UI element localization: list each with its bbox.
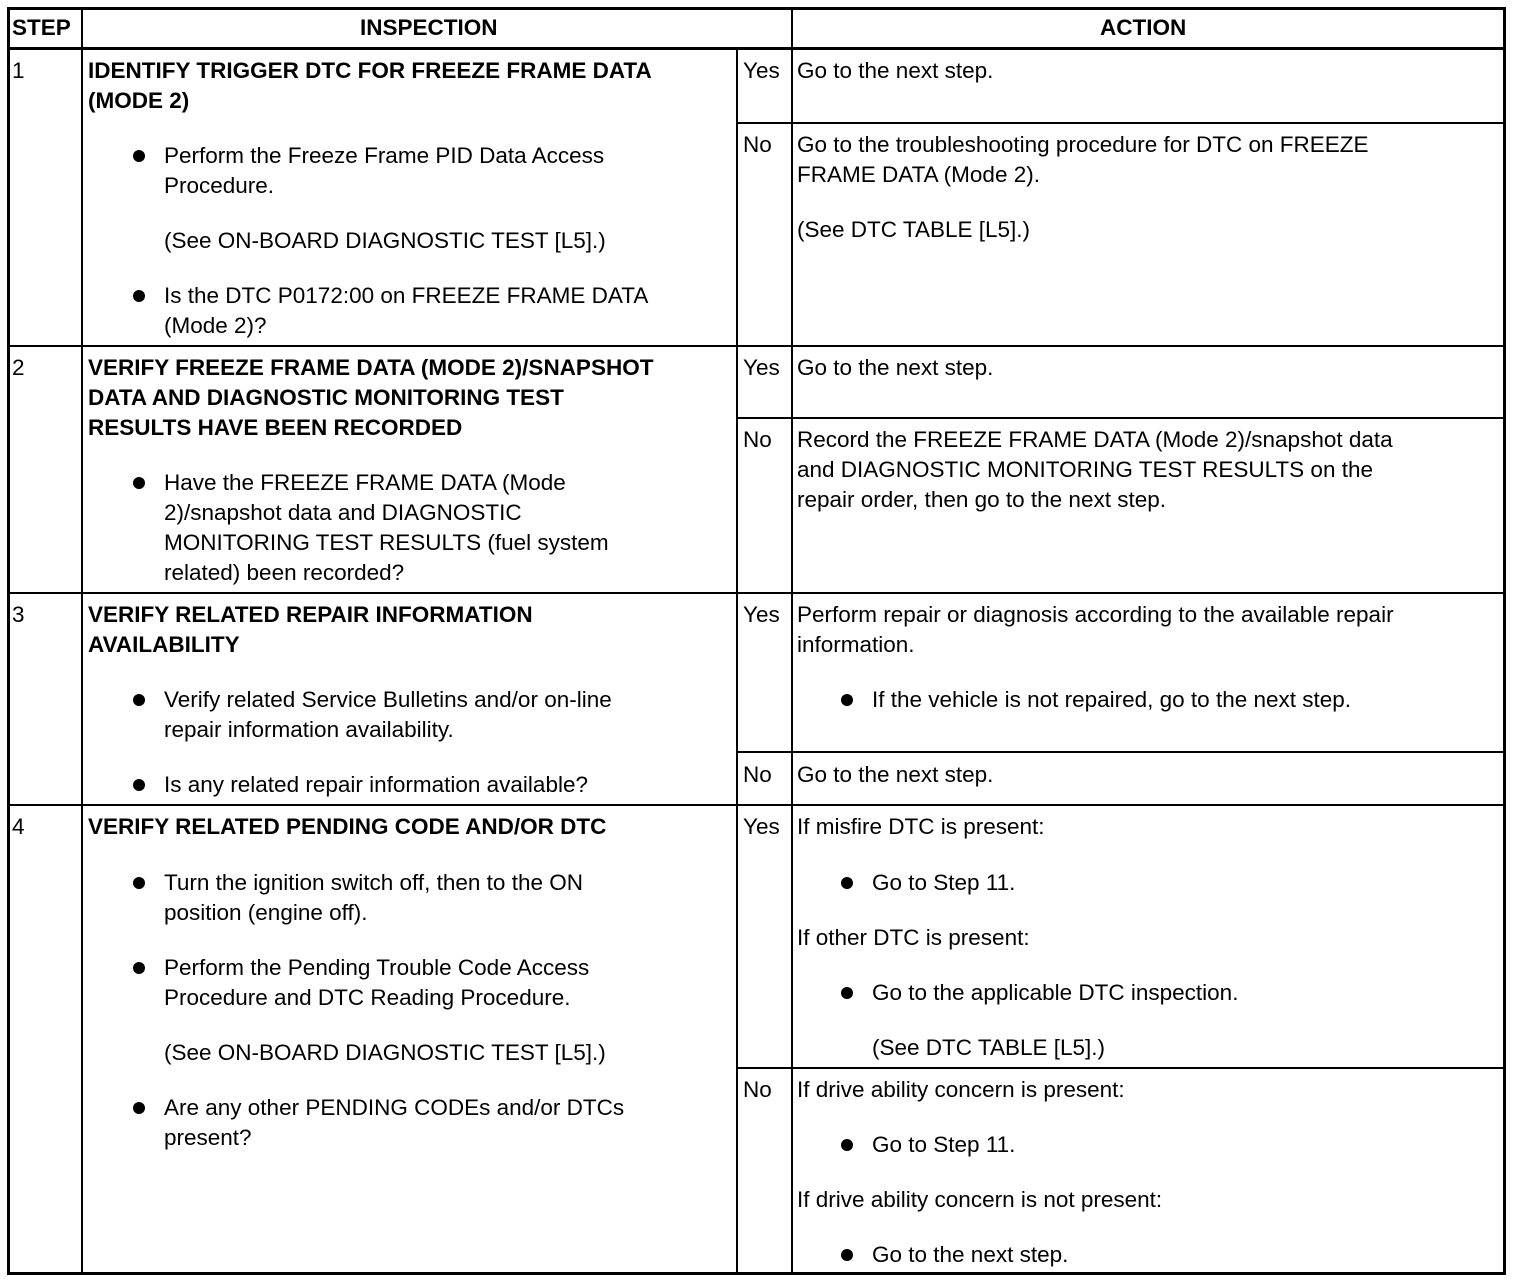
inspection-bullet-text: Turn the ignition switch off, then to the ON [164, 870, 583, 895]
inspection-bullet-text: Procedure and DTC Reading Procedure. [164, 985, 571, 1010]
reference-note: (See DTC TABLE [L5].) [872, 1035, 1105, 1060]
yes-label: Yes [743, 814, 780, 839]
action-bullet-text: Go to Step 11. [872, 870, 1016, 895]
bullet-icon [133, 477, 145, 489]
inspection-bullet-text: present? [164, 1125, 252, 1150]
no-label: No [743, 132, 772, 157]
bullet-icon [841, 877, 853, 889]
yes-label: Yes [743, 58, 780, 83]
action-text: repair order, then go to the next step. [797, 487, 1166, 512]
action-text: Go to the next step. [797, 355, 994, 380]
inspection-bullet-text: Have the FREEZE FRAME DATA (Mode [164, 470, 566, 495]
inspection-bullet-text: Verify related Service Bulletins and/or on-line [164, 687, 612, 712]
step-title-line: (MODE 2) [88, 88, 190, 113]
header-action: ACTION [1100, 15, 1187, 40]
step-title-line: DATA AND DIAGNOSTIC MONITORING TEST [88, 385, 564, 410]
header-divider [8, 47, 1506, 50]
inspection-bullet-text: Are any other PENDING CODEs and/or DTCs [164, 1095, 625, 1120]
bullet-icon [133, 962, 145, 974]
header-step: STEP [12, 15, 71, 40]
step-title-line: IDENTIFY TRIGGER DTC FOR FREEZE FRAME DATA [88, 58, 652, 83]
action-text: Go to the next step. [797, 58, 994, 83]
bullet-icon [133, 877, 145, 889]
yes-label: Yes [743, 602, 780, 627]
header-inspection: INSPECTION [360, 15, 498, 40]
inspection-bullet-text: Perform the Freeze Frame PID Data Access [164, 143, 605, 168]
bullet-icon [133, 779, 145, 791]
action-bullet-text: If the vehicle is not repaired, go to the next step. [872, 687, 1352, 712]
action-text: If other DTC is present: [797, 925, 1030, 950]
no-label: No [743, 762, 772, 787]
yes-no-divider [737, 417, 1506, 419]
inspection-bullet-text: Procedure. [164, 173, 275, 198]
inspection-bullet-text: position (engine off). [164, 900, 368, 925]
step-title-line: VERIFY RELATED REPAIR INFORMATION [88, 602, 533, 627]
action-text: Go to the troubleshooting procedure for DTC on FREEZE [797, 132, 1369, 157]
action-text: Go to the next step. [797, 762, 994, 787]
action-text: Record the FREEZE FRAME DATA (Mode 2)/snapshot data [797, 427, 1393, 452]
bullet-icon [133, 1102, 145, 1114]
row-divider [8, 804, 1506, 806]
bullet-icon [841, 694, 853, 706]
action-text: (See DTC TABLE [L5].) [797, 217, 1030, 242]
action-bullet-text: Go to the applicable DTC inspection. [872, 980, 1239, 1005]
reference-note: (See ON-BOARD DIAGNOSTIC TEST [L5].) [164, 228, 606, 253]
inspection-bullet-text: Is the DTC P0172:00 on FREEZE FRAME DATA [164, 283, 649, 308]
inspection-bullet-text: repair information availability. [164, 717, 454, 742]
action-bullet-text: Go to Step 11. [872, 1132, 1016, 1157]
action-text: If misfire DTC is present: [797, 814, 1045, 839]
inspection-bullet-text: 2)/snapshot data and DIAGNOSTIC [164, 500, 522, 525]
action-text: FRAME DATA (Mode 2). [797, 162, 1040, 187]
bullet-icon [133, 694, 145, 706]
bullet-icon [133, 290, 145, 302]
bullet-icon [841, 1249, 853, 1261]
step-title-line: VERIFY RELATED PENDING CODE AND/OR DTC [88, 814, 607, 839]
action-column-divider [791, 8, 793, 1275]
inspection-bullet-text: (Mode 2)? [164, 313, 267, 338]
no-label: No [743, 427, 772, 452]
step-number: 2 [12, 355, 25, 380]
inspection-bullet-text: Perform the Pending Trouble Code Access [164, 955, 590, 980]
step-number: 1 [12, 58, 25, 83]
inspection-bullet-text: Is any related repair information available? [164, 772, 588, 797]
step-title-line: VERIFY FREEZE FRAME DATA (MODE 2)/SNAPSHOT [88, 355, 654, 380]
yes-label: Yes [743, 355, 780, 380]
action-text: If drive ability concern is not present: [797, 1187, 1163, 1212]
yesno-column-divider [736, 48, 738, 1275]
action-bullet-text: Go to the next step. [872, 1242, 1069, 1267]
no-label: No [743, 1077, 772, 1102]
action-text: information. [797, 632, 915, 657]
step-title-line: AVAILABILITY [88, 632, 240, 657]
inspection-bullet-text: MONITORING TEST RESULTS (fuel system [164, 530, 609, 555]
row-divider [8, 345, 1506, 347]
action-text: Perform repair or diagnosis according to the available repair [797, 602, 1394, 627]
step-number: 3 [12, 602, 25, 627]
action-text: If drive ability concern is present: [797, 1077, 1125, 1102]
step-column-divider [81, 8, 83, 1275]
yes-no-divider [737, 751, 1506, 753]
step-title-line: RESULTS HAVE BEEN RECORDED [88, 415, 463, 440]
yes-no-divider [737, 1067, 1506, 1069]
bullet-icon [841, 1139, 853, 1151]
yes-no-divider [737, 122, 1506, 124]
bullet-icon [841, 987, 853, 999]
reference-note: (See ON-BOARD DIAGNOSTIC TEST [L5].) [164, 1040, 606, 1065]
action-text: and DIAGNOSTIC MONITORING TEST RESULTS on the [797, 457, 1373, 482]
row-divider [8, 592, 1506, 594]
step-number: 4 [12, 814, 25, 839]
bullet-icon [133, 150, 145, 162]
inspection-bullet-text: related) been recorded? [164, 560, 405, 585]
